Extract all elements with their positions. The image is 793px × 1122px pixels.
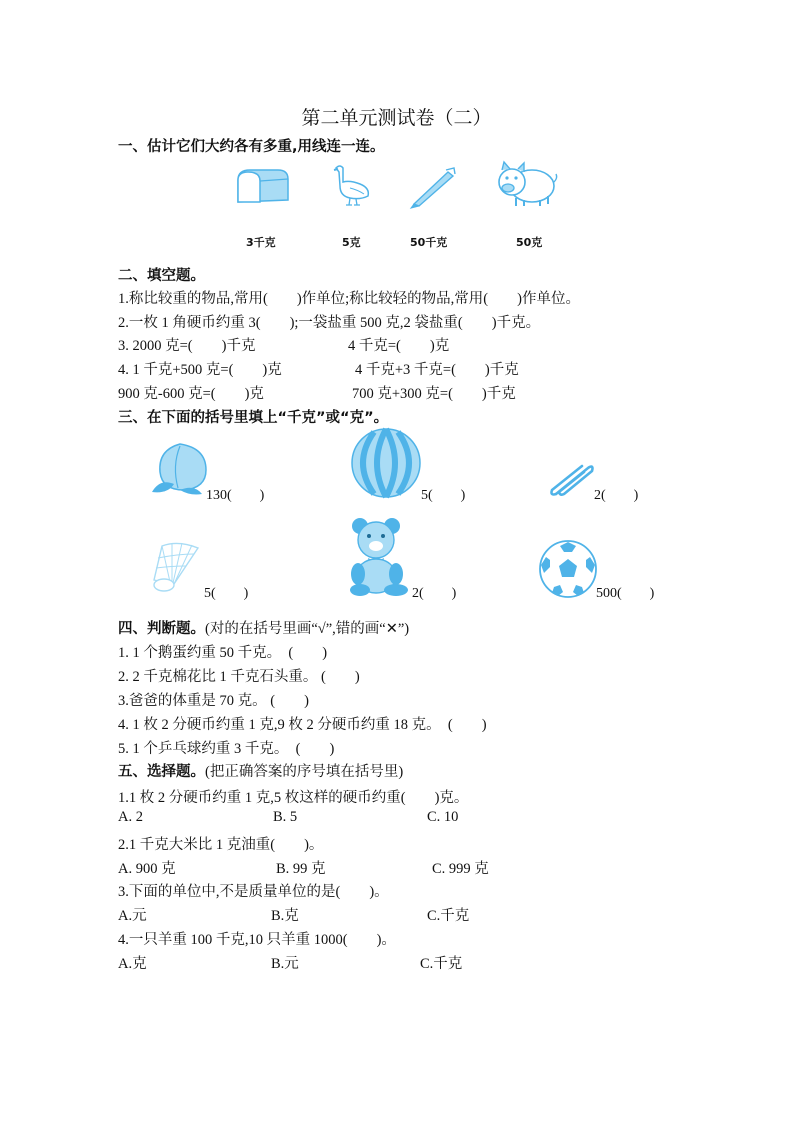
pig-icon — [494, 160, 558, 208]
section3-heading: 三、在下面的括号里填上“千克”或“克”。 — [118, 410, 389, 426]
weight-blank: 2( ) — [412, 586, 457, 601]
fill-blank-line: 4 千克+3 千克=( )千克 — [355, 362, 519, 378]
judge-line: 1. 1 个鹅蛋约重 50 千克。 ( ) — [118, 645, 328, 661]
weight-label: 50克 — [516, 236, 543, 249]
choice-option: C. 999 克 — [432, 861, 489, 877]
section1-heading: 一、估计它们大约各有多重,用线连一连。 — [118, 139, 385, 155]
choice-option: C.千克 — [420, 956, 463, 972]
teddy-bear-icon — [346, 516, 410, 596]
choice-question: 4.一只羊重 100 千克,10 只羊重 1000( )。 — [118, 932, 396, 948]
peach-icon — [150, 440, 210, 496]
choice-question: 3.下面的单位中,不是质量单位的是( )。 — [118, 884, 389, 900]
judge-line: 4. 1 枚 2 分硬币约重 1 克,9 枚 2 分硬币约重 18 克。 ( ) — [118, 717, 487, 733]
fill-blank-line: 2.一枚 1 角硬币约重 3( );一袋盐重 500 克,2 袋盐重( )千克。 — [118, 315, 541, 331]
weight-blank: 500( ) — [596, 586, 655, 601]
fill-blank-line: 1.称比较重的物品,常用( )作单位;称比较轻的物品,常用( )作单位。 — [118, 291, 580, 307]
soccer-ball-icon — [538, 539, 598, 599]
fill-blank-line: 3. 2000 克=( )千克 — [118, 338, 256, 354]
fill-blank-line: 900 克-600 克=( )克 — [118, 386, 264, 402]
judge-line: 3.爸爸的体重是 70 克。 ( ) — [118, 693, 309, 709]
watermelon-icon — [350, 427, 422, 499]
judge-line: 2. 2 千克棉花比 1 千克石头重。 ( ) — [118, 669, 360, 685]
choice-option: B. 5 — [273, 809, 298, 825]
choice-option: C.千克 — [427, 908, 470, 924]
pen-icon — [408, 164, 458, 208]
choice-option: A. 900 克 — [118, 861, 176, 877]
goose-icon — [330, 162, 374, 208]
choice-option: C. 10 — [427, 809, 459, 825]
weight-label: 5克 — [342, 236, 361, 249]
weight-label: 3千克 — [246, 236, 276, 249]
choice-question: 2.1 千克大米比 1 克油重( )。 — [118, 837, 324, 853]
choice-option: A. 2 — [118, 809, 143, 825]
weight-blank: 2( ) — [594, 488, 639, 503]
weight-label: 50千克 — [410, 236, 448, 249]
weight-blank: 5( ) — [204, 586, 249, 601]
weight-blank: 5( ) — [421, 488, 466, 503]
section2-heading: 二、填空题。 — [118, 268, 205, 284]
bread-icon — [234, 166, 290, 206]
section5-heading — [118, 760, 403, 781]
judge-line: 5. 1 个乒乓球约重 3 千克。 ( ) — [118, 741, 335, 757]
page-title: 第二单元测试卷（二） — [301, 108, 492, 129]
choice-option: B.克 — [271, 908, 299, 924]
paperclip-icon — [548, 462, 596, 498]
section4-heading — [118, 617, 409, 638]
fill-blank-line: 4 千克=( )克 — [348, 338, 450, 354]
section4-heading-note: (对的在括号里画“√”,错的画“✕”) — [205, 621, 410, 637]
choice-option: A.元 — [118, 908, 147, 924]
shuttlecock-icon — [148, 540, 204, 592]
section5-heading-note: (把正确答案的序号填在括号里) — [205, 764, 404, 780]
fill-blank-line: 700 克+300 克=( )千克 — [352, 386, 516, 402]
fill-blank-line: 4. 1 千克+500 克=( )克 — [118, 362, 282, 378]
section5-heading-text: 五、选择题。 — [118, 764, 205, 780]
weight-blank: 130( ) — [206, 488, 265, 503]
choice-option: B.元 — [271, 956, 299, 972]
choice-option: A.克 — [118, 956, 147, 972]
choice-question: 1.1 枚 2 分硬币约重 1 克,5 枚这样的硬币约重( )克。 — [118, 790, 469, 806]
choice-option: B. 99 克 — [276, 861, 326, 877]
section4-heading-text: 四、判断题。 — [118, 621, 205, 637]
